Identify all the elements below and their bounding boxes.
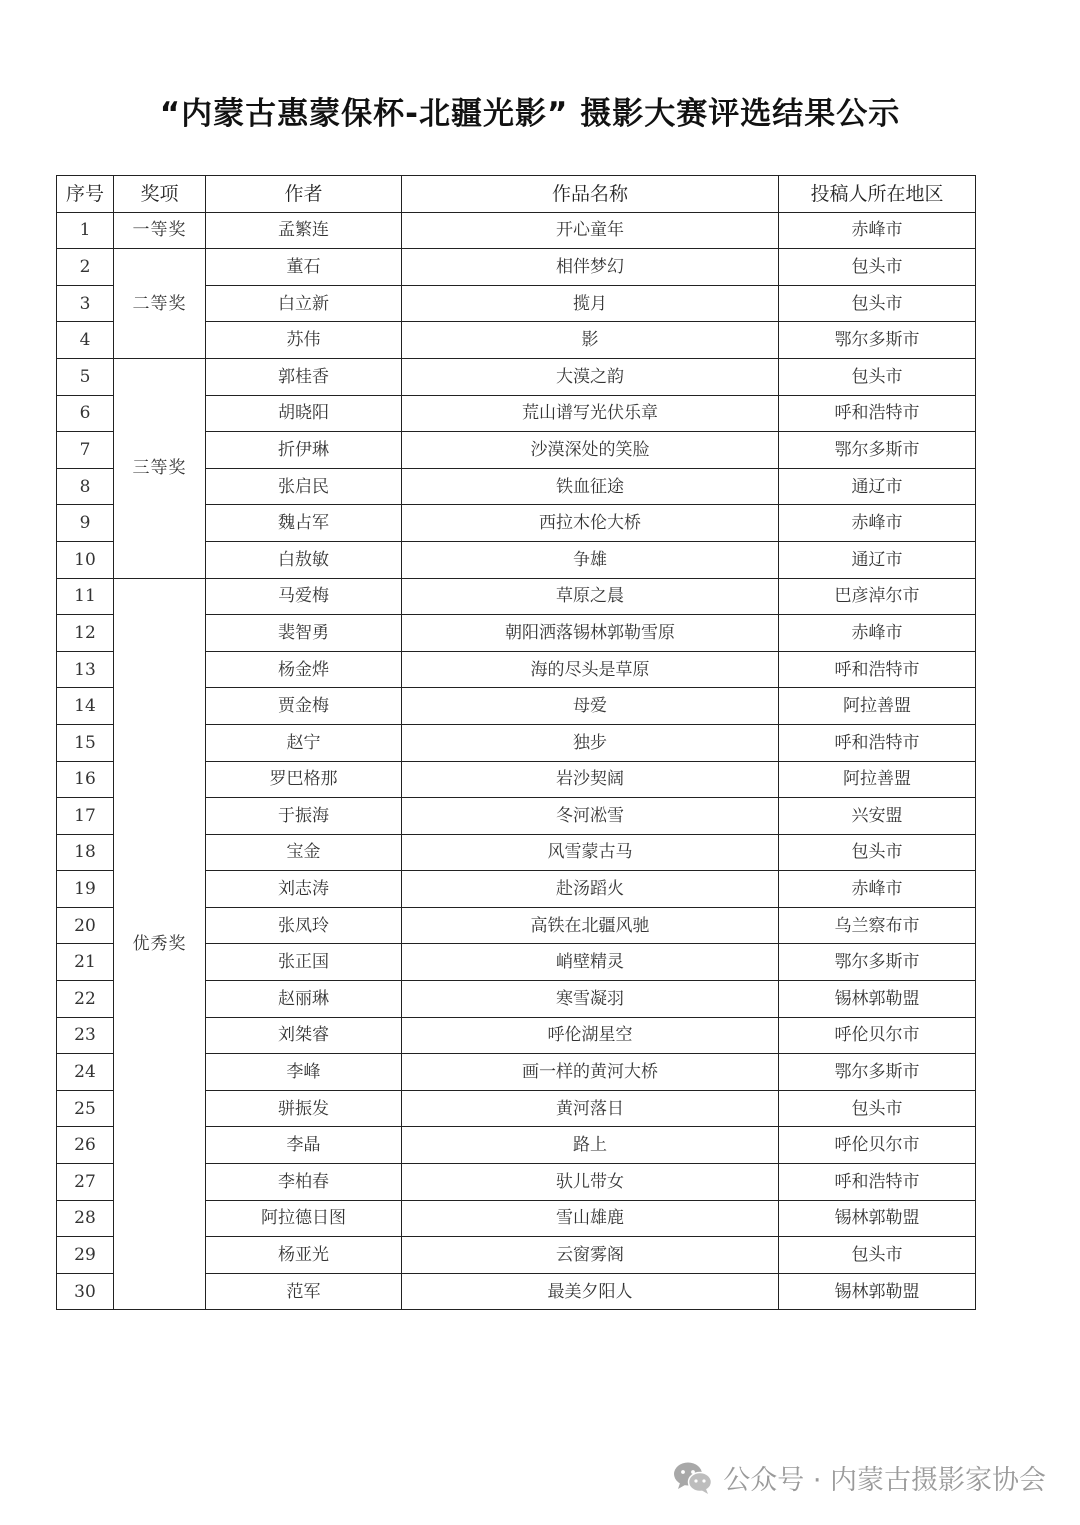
cell-author: 杨金烨 [206,651,402,688]
cell-work-title: 雪山雄鹿 [402,1200,779,1237]
cell-number: 23 [57,1017,114,1054]
watermark-text: 公众号 · 内蒙古摄影家协会 [723,1465,1046,1496]
cell-number: 26 [57,1127,114,1164]
cell-number: 5 [57,358,114,395]
cell-number: 4 [57,322,114,359]
cell-number: 19 [57,871,114,908]
cell-work-title: 呼伦湖星空 [402,1017,779,1054]
cell-region: 鄂尔多斯市 [779,944,976,981]
cell-work-title: 高铁在北疆风驰 [402,907,779,944]
cell-number: 10 [57,541,114,578]
cell-number: 1 [57,212,114,249]
cell-work-title: 草原之晨 [402,578,779,615]
cell-author: 胡晓阳 [206,395,402,432]
cell-region: 通辽市 [779,541,976,578]
cell-author: 张启民 [206,468,402,505]
cell-work-title: 铁血征途 [402,468,779,505]
header-author: 作者 [206,176,402,213]
cell-author: 赵丽琳 [206,981,402,1018]
cell-number: 18 [57,834,114,871]
cell-region: 鄂尔多斯市 [779,432,976,469]
cell-number: 8 [57,468,114,505]
cell-number: 11 [57,578,114,615]
cell-work-title: 海的尽头是草原 [402,651,779,688]
cell-region: 包头市 [779,249,976,286]
page-title: “内蒙古惠蒙保杯-北疆光影” 摄影大赛评选结果公示 [159,96,901,132]
cell-region: 包头市 [779,285,976,322]
cell-work-title: 大漠之韵 [402,358,779,395]
cell-award: 二等奖 [114,249,206,359]
cell-region: 呼伦贝尔市 [779,1127,976,1164]
cell-work-title: 云窗雾阁 [402,1237,779,1274]
header-award: 奖项 [114,176,206,213]
cell-author: 赵宁 [206,724,402,761]
cell-author: 李峰 [206,1054,402,1091]
table-row [57,578,976,615]
cell-author: 张凤玲 [206,907,402,944]
cell-region: 阿拉善盟 [779,688,976,725]
cell-number: 30 [57,1273,114,1310]
table-header-row [57,176,976,213]
cell-number: 7 [57,432,114,469]
cell-region: 呼和浩特市 [779,724,976,761]
cell-work-title: 争雄 [402,541,779,578]
cell-work-title: 独步 [402,724,779,761]
cell-work-title: 荒山谱写光伏乐章 [402,395,779,432]
cell-author: 罗巴格那 [206,761,402,798]
cell-work-title: 朝阳洒落锡林郭勒雪原 [402,615,779,652]
cell-number: 12 [57,615,114,652]
table-row [57,249,976,286]
cell-work-title: 母爱 [402,688,779,725]
cell-number: 3 [57,285,114,322]
cell-number: 27 [57,1164,114,1201]
cell-author: 骈振发 [206,1090,402,1127]
cell-work-title: 黄河落日 [402,1090,779,1127]
cell-work-title: 冬河凇雪 [402,798,779,835]
cell-work-title: 驮儿带女 [402,1164,779,1201]
cell-number: 14 [57,688,114,725]
cell-region: 包头市 [779,358,976,395]
header-work-title: 作品名称 [402,176,779,213]
cell-work-title: 峭壁精灵 [402,944,779,981]
cell-number: 28 [57,1200,114,1237]
cell-region: 鄂尔多斯市 [779,322,976,359]
cell-region: 呼和浩特市 [779,395,976,432]
cell-work-title: 影 [402,322,779,359]
cell-region: 阿拉善盟 [779,761,976,798]
cell-region: 锡林郭勒盟 [779,1200,976,1237]
cell-region: 呼伦贝尔市 [779,1017,976,1054]
cell-region: 包头市 [779,1237,976,1274]
cell-region: 乌兰察布市 [779,907,976,944]
results-table [56,175,976,1310]
cell-work-title: 寒雪凝羽 [402,981,779,1018]
cell-region: 赤峰市 [779,615,976,652]
cell-author: 李晶 [206,1127,402,1164]
cell-number: 2 [57,249,114,286]
cell-number: 6 [57,395,114,432]
cell-author: 白立新 [206,285,402,322]
cell-award: 优秀奖 [114,578,206,1310]
watermark [673,1458,1046,1497]
cell-author: 杨亚光 [206,1237,402,1274]
cell-author: 孟繁连 [206,212,402,249]
cell-author: 苏伟 [206,322,402,359]
cell-work-title: 赴汤蹈火 [402,871,779,908]
cell-author: 折伊琳 [206,432,402,469]
cell-author: 张正国 [206,944,402,981]
cell-number: 13 [57,651,114,688]
cell-number: 24 [57,1054,114,1091]
cell-author: 白敖敏 [206,541,402,578]
cell-region: 呼和浩特市 [779,1164,976,1201]
header-region: 投稿人所在地区 [779,176,976,213]
cell-author: 宝金 [206,834,402,871]
cell-region: 包头市 [779,1090,976,1127]
cell-region: 呼和浩特市 [779,651,976,688]
cell-author: 郭桂香 [206,358,402,395]
cell-author: 马爱梅 [206,578,402,615]
cell-number: 25 [57,1090,114,1127]
cell-region: 赤峰市 [779,505,976,542]
cell-number: 21 [57,944,114,981]
cell-region: 赤峰市 [779,871,976,908]
cell-work-title: 相伴梦幻 [402,249,779,286]
cell-number: 9 [57,505,114,542]
cell-work-title: 路上 [402,1127,779,1164]
cell-work-title: 画一样的黄河大桥 [402,1054,779,1091]
cell-author: 李柏春 [206,1164,402,1201]
cell-number: 29 [57,1237,114,1274]
cell-region: 巴彦淖尔市 [779,578,976,615]
cell-number: 16 [57,761,114,798]
cell-author: 范军 [206,1273,402,1310]
cell-author: 阿拉德日图 [206,1200,402,1237]
cell-region: 通辽市 [779,468,976,505]
cell-number: 17 [57,798,114,835]
cell-author: 魏占军 [206,505,402,542]
cell-author: 刘桀睿 [206,1017,402,1054]
cell-number: 20 [57,907,114,944]
cell-region: 赤峰市 [779,212,976,249]
cell-work-title: 沙漠深处的笑脸 [402,432,779,469]
cell-author: 裴智勇 [206,615,402,652]
cell-work-title: 西拉木伦大桥 [402,505,779,542]
cell-author: 贾金梅 [206,688,402,725]
cell-author: 于振海 [206,798,402,835]
cell-work-title: 开心童年 [402,212,779,249]
cell-work-title: 岩沙契阔 [402,761,779,798]
cell-author: 刘志涛 [206,871,402,908]
wechat-icon [673,1461,713,1495]
header-number: 序号 [57,176,114,213]
cell-award: 三等奖 [114,358,206,578]
cell-region: 锡林郭勒盟 [779,1273,976,1310]
cell-work-title: 最美夕阳人 [402,1273,779,1310]
cell-region: 锡林郭勒盟 [779,981,976,1018]
cell-author: 董石 [206,249,402,286]
cell-work-title: 揽月 [402,285,779,322]
cell-number: 22 [57,981,114,1018]
cell-work-title: 风雪蒙古马 [402,834,779,871]
table-row [57,212,976,249]
cell-region: 包头市 [779,834,976,871]
table-body [57,212,976,1310]
table-row [57,358,976,395]
cell-number: 15 [57,724,114,761]
cell-region: 鄂尔多斯市 [779,1054,976,1091]
cell-award: 一等奖 [114,212,206,249]
cell-region: 兴安盟 [779,798,976,835]
